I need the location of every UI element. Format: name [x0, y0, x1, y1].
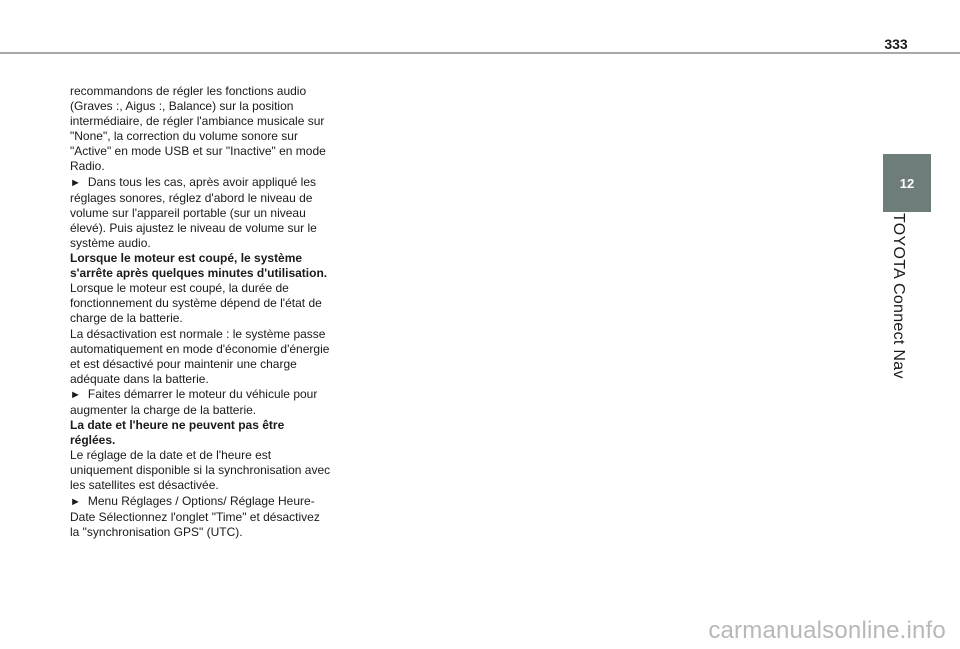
bullet-item — [70, 387, 332, 418]
paragraph: La désactivation est normale : le système passe automatiquement en mode d'économie d'énergie et est désactivé pour maintenir une charge adéquate dans la batterie. — [70, 326, 330, 386]
section-heading: La date et l'heure ne peuvent pas être réglées. — [70, 418, 285, 448]
bullet-text: Menu Réglages / Options/ Réglage Heure-Date Sélectionnez l'onglet "Time" et désactivez la "synchronisation GPS" (UTC). — [70, 493, 320, 539]
bullet-text: Faites démarrer le moteur du véhicule pour augmenter la charge de la batterie. — [70, 386, 318, 417]
paragraph: recommandons de régler les fonctions audio (Graves :, Aigus :, Balance) sur la position intermédiaire, de régler l'ambiance musicale sur "None", la correction du volume sonore sur "Active" en mode USB et sur "Inactive" en mode Radio. — [70, 84, 326, 174]
header-divider — [0, 52, 960, 54]
bullet-text: Dans tous les cas, après avoir appliqué les réglages sonores, réglez d'abord le niveau de volume sur l'appareil portable (sur un niveau élevé). Puis ajustez le niveau de volume sur le système audio. — [70, 174, 317, 250]
bullet-triangle-icon: ► — [70, 495, 81, 508]
bullet-item — [70, 494, 332, 540]
chapter-number: 12 — [899, 175, 915, 191]
bullet-triangle-icon: ► — [70, 388, 81, 401]
body-text — [70, 84, 332, 540]
section-heading: Lorsque le moteur est coupé, le système s'arrête après quelques minutes d'utilisation. — [70, 251, 328, 281]
bullet-item — [70, 175, 332, 251]
page-number: 333 — [884, 36, 908, 52]
bullet-triangle-icon: ► — [70, 176, 81, 189]
chapter-title: TOYOTA Connect Nav — [890, 213, 907, 379]
chapter-tab — [883, 154, 931, 212]
paragraph: Lorsque le moteur est coupé, la durée de fonctionnement du système dépend de l'état de charge de la batterie. — [70, 281, 322, 326]
paragraph: Le réglage de la date et de l'heure est uniquement disponible si la synchronisation avec les satellites est désactivée. — [70, 448, 331, 493]
watermark: carmanualsonline.info — [708, 617, 946, 644]
